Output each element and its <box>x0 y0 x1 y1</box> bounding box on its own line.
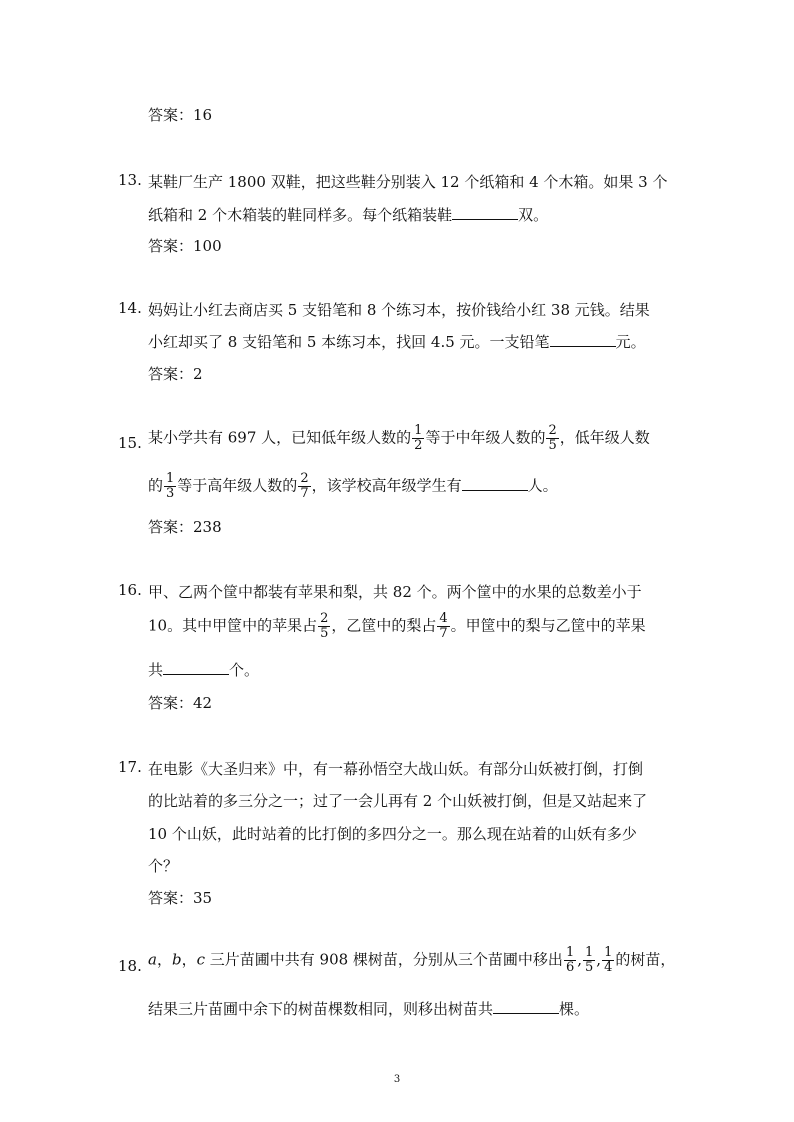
answer-prefix: 答案： <box>148 106 194 124</box>
fraction <box>564 946 576 975</box>
answer-blank[interactable] <box>462 478 528 491</box>
answer-13 <box>148 235 222 256</box>
question-18-line-1 <box>148 946 675 975</box>
variable-a: a <box>148 950 157 969</box>
fraction <box>583 946 595 975</box>
question-17-line-2: 的比站着的多三分之一；过了一会儿再有 2 个山妖被打倒，但是又站起来了 <box>148 792 648 810</box>
question-16-line-1: 甲、乙两个筐中都装有苹果和梨，共 82 个。两个筐中的水果的总数差小于 <box>148 583 642 601</box>
answer-17 <box>148 887 212 908</box>
answer-value: 16 <box>193 106 213 124</box>
numerator: 1 <box>565 945 575 960</box>
question-13-unit: 双。 <box>518 206 549 224</box>
fraction <box>602 946 614 975</box>
denominator: 5 <box>320 626 329 641</box>
question-14-line-2 <box>148 331 646 352</box>
answer-14 <box>148 363 203 384</box>
variable-b: b <box>171 950 182 969</box>
question-18-text: 三片苗圃中共有 908 棵树苗，分别从三个苗圃中移出 <box>205 950 563 969</box>
question-15-text: 某小学共有 697 人，已知低年级人数的 <box>148 428 412 447</box>
separator: ， <box>156 950 172 969</box>
denominator: 4 <box>604 960 613 975</box>
question-15-text: 等于高年级人数的 <box>177 476 298 495</box>
answer-blank[interactable] <box>550 334 616 347</box>
question-number-14: 14. <box>118 299 142 317</box>
question-15-unit: 人。 <box>527 476 558 495</box>
separator: , <box>596 950 602 969</box>
question-18-text: 结果三片苗圃中余下的树苗棵数相同，则移出树苗共 <box>148 1000 494 1018</box>
answer-blank[interactable] <box>452 207 518 220</box>
question-14-line-1: 妈妈让小红去商店买 5 支铅笔和 8 个练习本，按价钱给小红 38 元钱。结果 <box>148 301 650 319</box>
separator: ， <box>181 950 197 969</box>
question-16-text: 10。其中甲筐中的苹果占 <box>148 616 318 635</box>
numerator: 1 <box>166 471 175 486</box>
question-14-unit: 元。 <box>615 333 646 351</box>
denominator: 5 <box>585 960 594 975</box>
numerator: 4 <box>439 611 448 626</box>
answer-value: 2 <box>193 365 203 383</box>
answer-prefix: 答案： <box>148 694 194 712</box>
question-number-15: 15. <box>118 434 142 452</box>
question-15-line-1 <box>148 424 650 453</box>
answer-prefix: 答案： <box>148 365 194 383</box>
question-number-17: 17. <box>118 758 142 776</box>
answer-value: 238 <box>193 518 222 536</box>
denominator: 2 <box>414 438 423 453</box>
numerator: 2 <box>300 471 309 486</box>
question-16-line-2 <box>148 612 646 641</box>
question-16-text: 共 <box>148 661 164 679</box>
question-17-line-1: 在电影《大圣归来》中，有一幕孙悟空大战山妖。有部分山妖被打倒，打倒 <box>148 760 644 778</box>
question-16-text: ，乙筐中的梨占 <box>331 616 437 635</box>
denominator: 3 <box>166 486 175 501</box>
question-14-text: 小红却买了 8 支铅笔和 5 本练习本，找回 4.5 元。一支铅笔 <box>148 333 550 351</box>
answer-12 <box>148 104 212 125</box>
answer-16 <box>148 692 212 713</box>
question-13-line-1: 某鞋厂生产 1800 双鞋，把这些鞋分别装入 12 个纸箱和 4 个木箱。如果 3 个 <box>148 173 668 191</box>
question-16-unit: 个。 <box>229 661 260 679</box>
numerator: 1 <box>585 945 594 960</box>
answer-prefix: 答案： <box>148 518 194 536</box>
answer-prefix: 答案： <box>148 237 194 255</box>
question-13-line-2 <box>148 204 548 225</box>
answer-prefix: 答案： <box>148 889 194 907</box>
question-15-line-2 <box>148 472 558 501</box>
answer-value: 100 <box>193 237 222 255</box>
question-16-text: 。甲筐中的梨与乙筐中的苹果 <box>450 616 646 635</box>
answer-blank[interactable] <box>493 1001 559 1014</box>
denominator: 6 <box>565 960 575 975</box>
fraction <box>546 424 558 453</box>
question-18-line-2 <box>148 998 589 1019</box>
fraction <box>437 612 449 641</box>
question-18-unit: 棵。 <box>559 1000 590 1018</box>
answer-value: 42 <box>193 694 213 712</box>
numerator: 2 <box>320 611 329 626</box>
separator: , <box>577 950 582 969</box>
fraction <box>318 612 330 641</box>
fraction <box>298 472 310 501</box>
numerator: 1 <box>604 945 613 960</box>
answer-15 <box>148 516 222 537</box>
fraction <box>164 472 176 501</box>
denominator: 7 <box>300 486 309 501</box>
question-16-line-3 <box>148 659 259 680</box>
answer-value: 35 <box>193 889 213 907</box>
question-15-text: ，低年级人数 <box>559 428 650 447</box>
answer-blank[interactable] <box>163 662 229 675</box>
question-18-text: 的树苗， <box>615 950 676 969</box>
numerator: 1 <box>414 423 423 438</box>
question-15-text: 等于中年级人数的 <box>425 428 546 447</box>
question-17-line-3: 10 个山妖，此时站着的比打倒的多四分之一。那么现在站着的山妖有多少 <box>148 825 637 843</box>
fraction <box>412 424 424 453</box>
variable-c: c <box>196 950 205 969</box>
question-15-text: ，该学校高年级学生有 <box>311 476 462 495</box>
question-15-text: 的 <box>148 476 164 495</box>
numerator: 2 <box>548 423 557 438</box>
question-17-line-4: 个？ <box>148 857 179 875</box>
question-number-13: 13. <box>118 171 142 189</box>
page-number: 3 <box>393 1074 401 1085</box>
question-13-text: 纸箱和 2 个木箱装的鞋同样多。每个纸箱装鞋 <box>148 206 453 224</box>
question-number-16: 16. <box>118 581 142 599</box>
denominator: 7 <box>439 626 448 641</box>
question-number-18: 18. <box>118 957 142 975</box>
denominator: 5 <box>548 438 557 453</box>
